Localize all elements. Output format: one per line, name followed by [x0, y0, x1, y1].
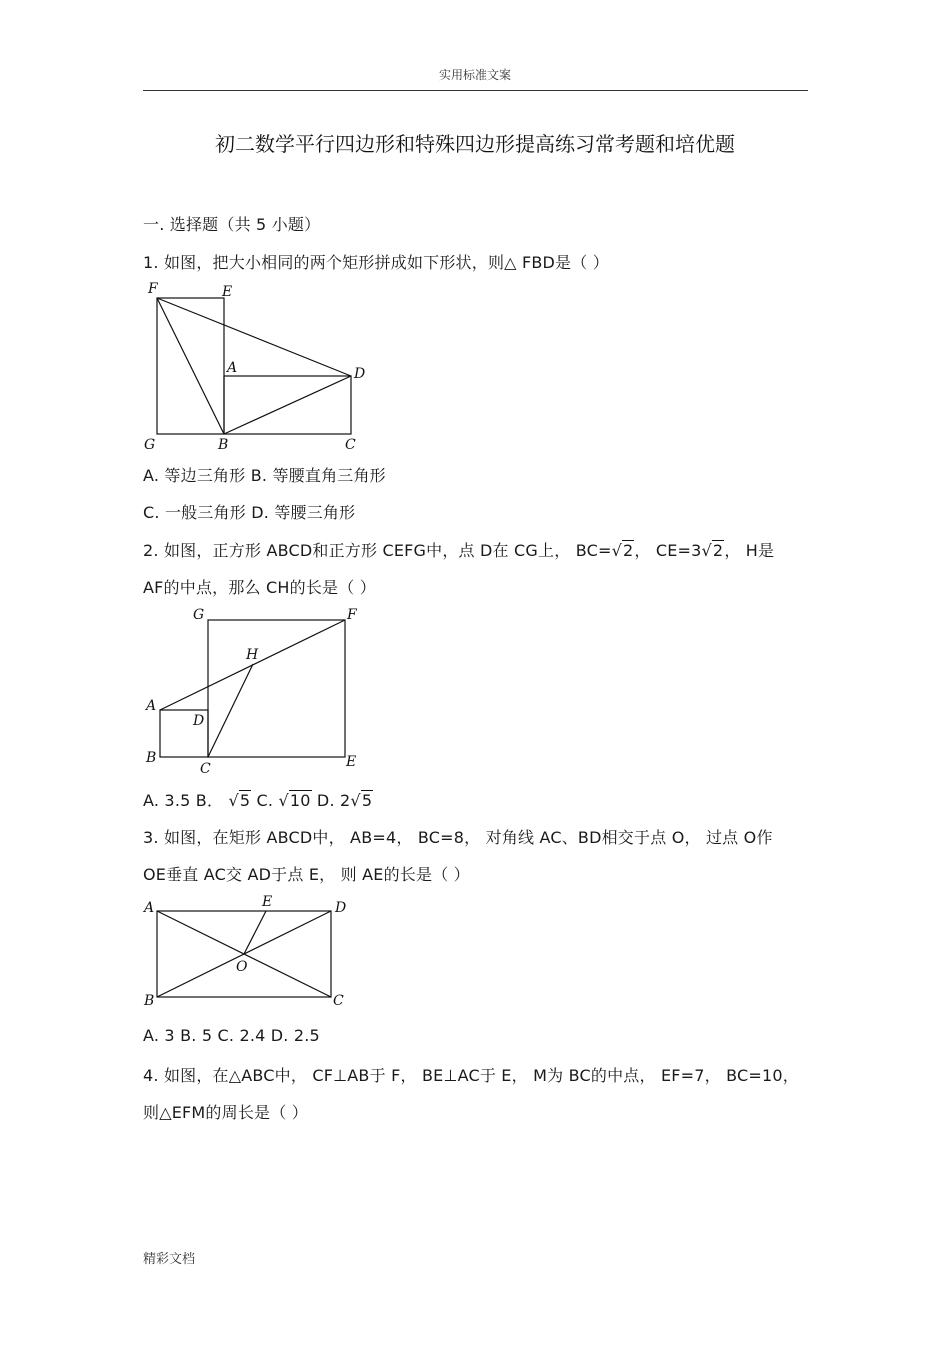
q3-label-B: B	[144, 993, 155, 1009]
q1-label-G: G	[144, 437, 156, 453]
header-rule	[143, 90, 808, 91]
section-heading: 一. 选择题（共 5 小题）	[143, 215, 321, 234]
q2-label-C: C	[200, 761, 211, 777]
q2-stem-line2: AF的中点，那么 CH的长是（ ）	[143, 578, 376, 597]
page-title: 初二数学平行四边形和特殊四边形提高练习常考题和培优题	[215, 132, 735, 156]
q3-label-D: D	[335, 900, 347, 916]
q1-label-B: B	[218, 437, 229, 453]
q2-option-d-prefix: D. 2	[311, 791, 351, 810]
q2-options: A. 3.5 B． √5 C. √10 D. 2√5	[143, 791, 373, 810]
q2-segment-CH	[208, 664, 253, 757]
q2-ce-radicand: 2	[712, 541, 724, 560]
q2-square-CEFG	[208, 620, 345, 757]
q1-stem: 1. 如图，把大小相同的两个矩形拼成如下形状，则△ FBD是（ ）	[143, 253, 609, 272]
q2-option-d-radicand: 5	[361, 791, 373, 810]
q3-stem-line1: 3. 如图，在矩形 ABCD中， AB=4， BC=8， 对角线 AC、BD相交于点 O， 过点 O作	[143, 828, 773, 847]
q1-segment-FD	[157, 298, 351, 376]
q1-segment-FB	[157, 298, 224, 434]
q2-stem-part1: 2. 如图，正方形 ABCD和正方形 CEFG中，点 D在 CG上， BC=	[143, 541, 612, 560]
q2-ce-sqrt: √2	[701, 541, 724, 560]
q2-bc-sqrt: √2	[611, 541, 634, 560]
q2-option-a: A. 3.5 B．	[143, 791, 224, 810]
q1-label-D: D	[354, 366, 366, 382]
q1-label-F: F	[148, 281, 158, 297]
q1-label-C: C	[345, 437, 356, 453]
q3-stem-line2: OE垂直 AC交 AD于点 E， 则 AE的长是（ ）	[143, 865, 470, 884]
q2-option-c-radicand: 10	[289, 791, 311, 810]
q3-segment-OE	[244, 911, 266, 954]
q3-label-O: O	[236, 959, 248, 975]
q2-label-G: G	[193, 607, 205, 623]
q2-bc-radicand: 2	[622, 541, 634, 560]
q3-label-C: C	[333, 993, 344, 1009]
q2-stem-line1	[143, 538, 774, 561]
q1-options-cd: C. 一般三角形 D. 等腰三角形	[143, 503, 356, 522]
q2-stem-part3: ， H是	[724, 541, 775, 560]
q3-figure	[140, 890, 370, 1020]
page-footer: 精彩文档	[143, 1252, 196, 1267]
q1-label-E: E	[222, 284, 233, 300]
q2-label-A: A	[146, 698, 157, 714]
q2-label-B: B	[146, 750, 157, 766]
q2-label-F: F	[347, 607, 357, 623]
q4-stem-line2: 则△EFM的周长是（ ）	[143, 1103, 308, 1122]
q3-options: A. 3 B. 5 C. 2.4 D. 2.5	[143, 1026, 320, 1045]
q2-label-E: E	[346, 754, 357, 770]
q2-label-D: D	[193, 713, 205, 729]
q1-figure	[140, 278, 380, 458]
q4-stem-line1: 4. 如图，在△ABC中， CF⊥AB于 F， BE⊥AC于 E， M为 BC的中点， EF=7， BC=10，	[143, 1066, 799, 1085]
q1-label-A: A	[227, 360, 238, 376]
q3-label-A: A	[144, 900, 155, 916]
page-header: 实用标准文案	[438, 68, 511, 82]
q1-options-ab: A. 等边三角形 B. 等腰直角三角形	[143, 466, 386, 485]
q2-option-b-radicand: 5	[239, 791, 251, 810]
q2-figure	[140, 602, 380, 782]
q3-label-E: E	[262, 894, 273, 910]
q2-option-c-prefix: C.	[251, 791, 274, 810]
q2-label-H: H	[246, 647, 259, 663]
q2-stem-part2: ， CE=3	[634, 541, 702, 560]
q1-segment-BD	[224, 376, 351, 434]
